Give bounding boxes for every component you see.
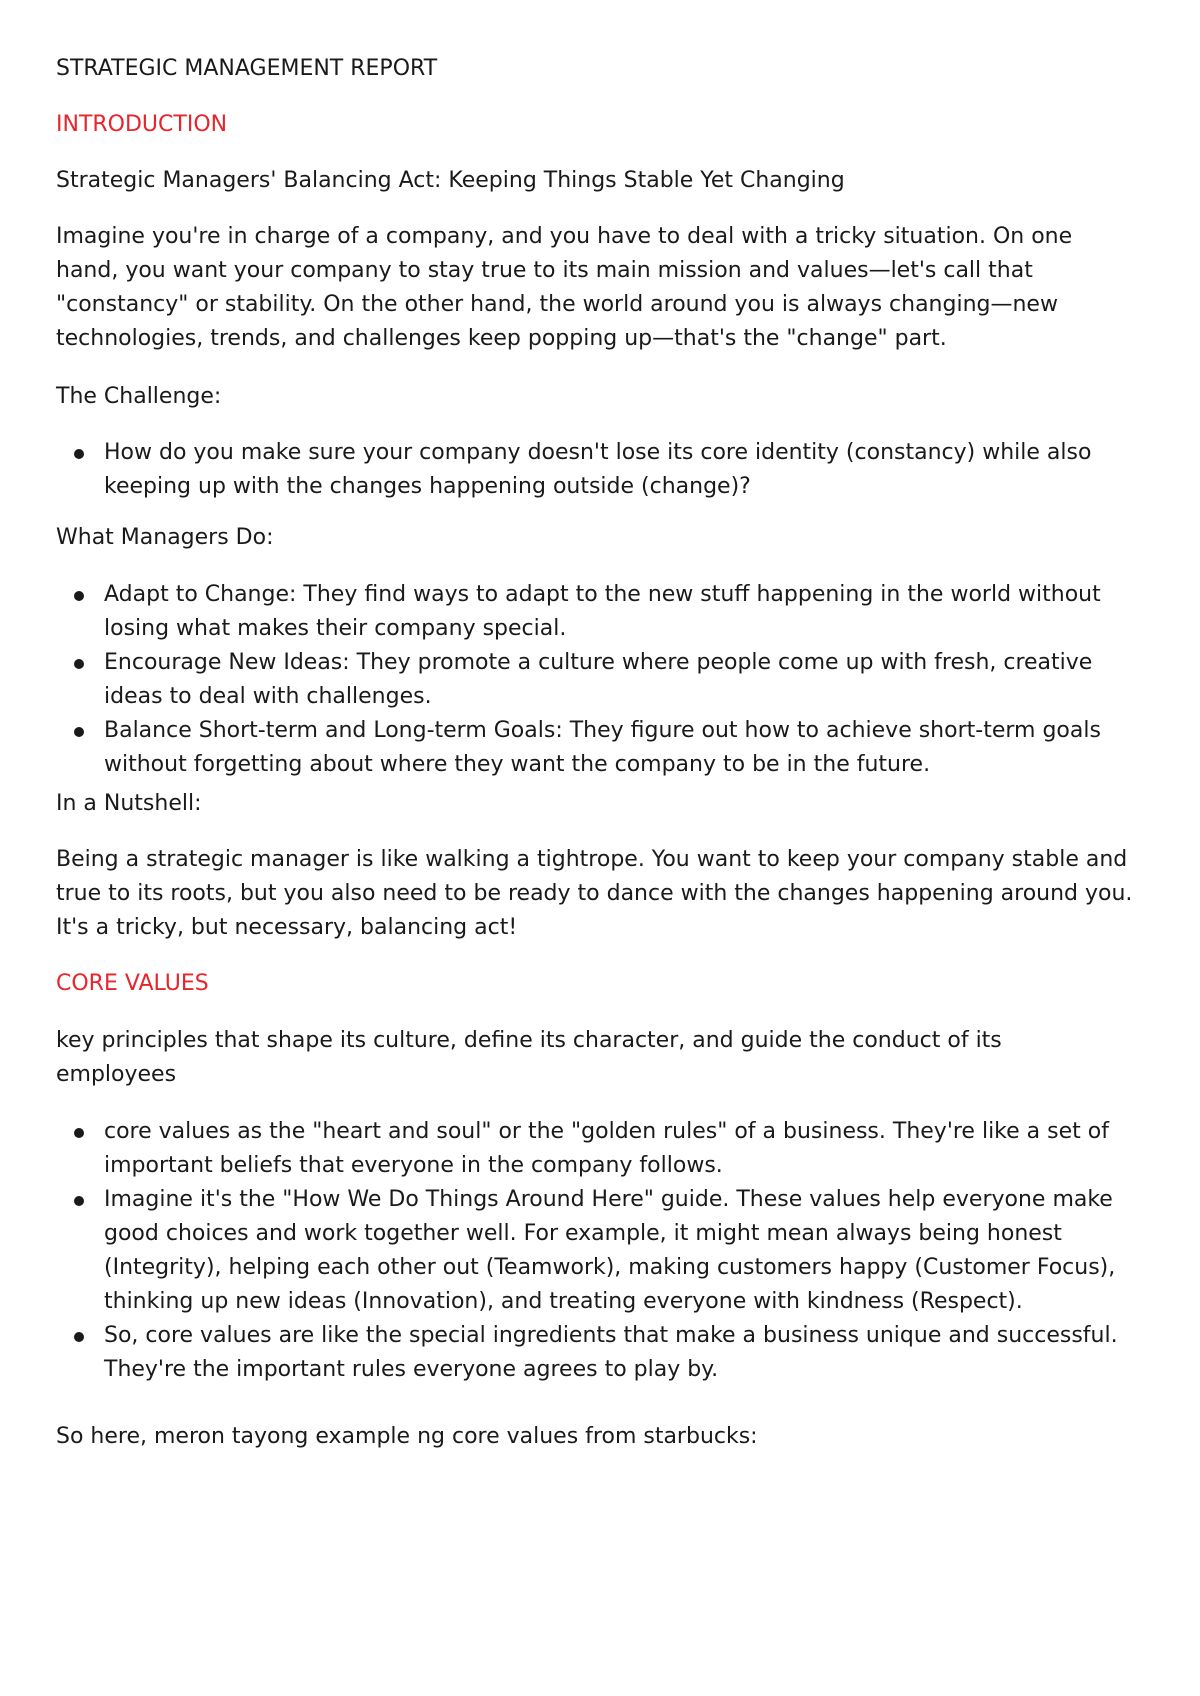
bullet-icon (74, 659, 84, 669)
nutshell-paragraph: Being a strategic manager is like walking a tightrope. You want to keep your company stable and true to its roots, but you also need to be ready to dance with the changes happening around you. It's a tricky, but necessary, balancing act! (56, 847, 1133, 940)
bullet-icon (74, 591, 84, 601)
list-item (56, 578, 1156, 646)
list-item (56, 714, 1156, 782)
intro-subtitle: Strategic Managers' Balancing Act: Keeping Things Stable Yet Changing (56, 168, 845, 193)
section-heading-core-values: CORE VALUES (56, 971, 209, 996)
section-heading-introduction: INTRODUCTION (56, 112, 228, 137)
bullet-icon (74, 1128, 84, 1138)
list-item-text: Imagine it's the "How We Do Things Around Here" guide. These values help everyone make good choices and work together well. For example, it might mean always being honest (Integrity), helping each other out (Teamwork), making customers happy (Customer Focus), thinking up new ideas (Innovation), and treating everyone with kindness (Respect). (104, 1187, 1116, 1314)
bullet-icon (74, 1196, 84, 1206)
list-item (56, 1115, 1156, 1183)
managers-label: What Managers Do: (56, 525, 274, 550)
core-values-definition: key principles that shape its culture, define its character, and guide the conduct of its employees (56, 1028, 1002, 1087)
list-item (56, 1319, 1156, 1387)
report-title: STRATEGIC MANAGEMENT REPORT (56, 56, 438, 81)
list-item (56, 646, 1156, 714)
bullet-icon (74, 1332, 84, 1342)
list-item-text: Adapt to Change: They find ways to adapt to the new stuff happening in the world without losing what makes their company special. (104, 582, 1101, 641)
core-values-closing: So here, meron tayong example ng core values from starbucks: (56, 1424, 758, 1449)
core-values-list (56, 1115, 1156, 1387)
bullet-icon (74, 449, 84, 459)
challenge-label: The Challenge: (56, 384, 222, 409)
list-item (56, 436, 1156, 504)
list-item-text: Balance Short-term and Long-term Goals: They figure out how to achieve short-term goals without forgetting about where they want the company to be in the future. (104, 718, 1101, 777)
managers-list (56, 578, 1156, 782)
list-item (56, 1183, 1156, 1319)
nutshell-label: In a Nutshell: (56, 791, 202, 816)
bullet-icon (74, 727, 84, 737)
list-item-text: So, core values are like the special ingredients that make a business unique and successful. They're the important rules everyone agrees to play by. (104, 1323, 1118, 1382)
challenge-list (56, 436, 1156, 504)
list-item-text: How do you make sure your company doesn't lose its core identity (constancy) while also keeping up with the changes happening outside (change)? (104, 440, 1092, 499)
list-item-text: Encourage New Ideas: They promote a culture where people come up with fresh, creative ideas to deal with challenges. (104, 650, 1093, 709)
list-item-text: core values as the "heart and soul" or the "golden rules" of a business. They're like a set of important beliefs that everyone in the company follows. (104, 1119, 1109, 1178)
intro-paragraph: Imagine you're in charge of a company, and you have to deal with a tricky situation. On one hand, you want your company to stay true to its main mission and values—let's call that "constancy" or stability. On the other hand, the world around you is always changing—new technologies, trends, and challenges keep popping up—that's the "change" part. (56, 224, 1073, 351)
